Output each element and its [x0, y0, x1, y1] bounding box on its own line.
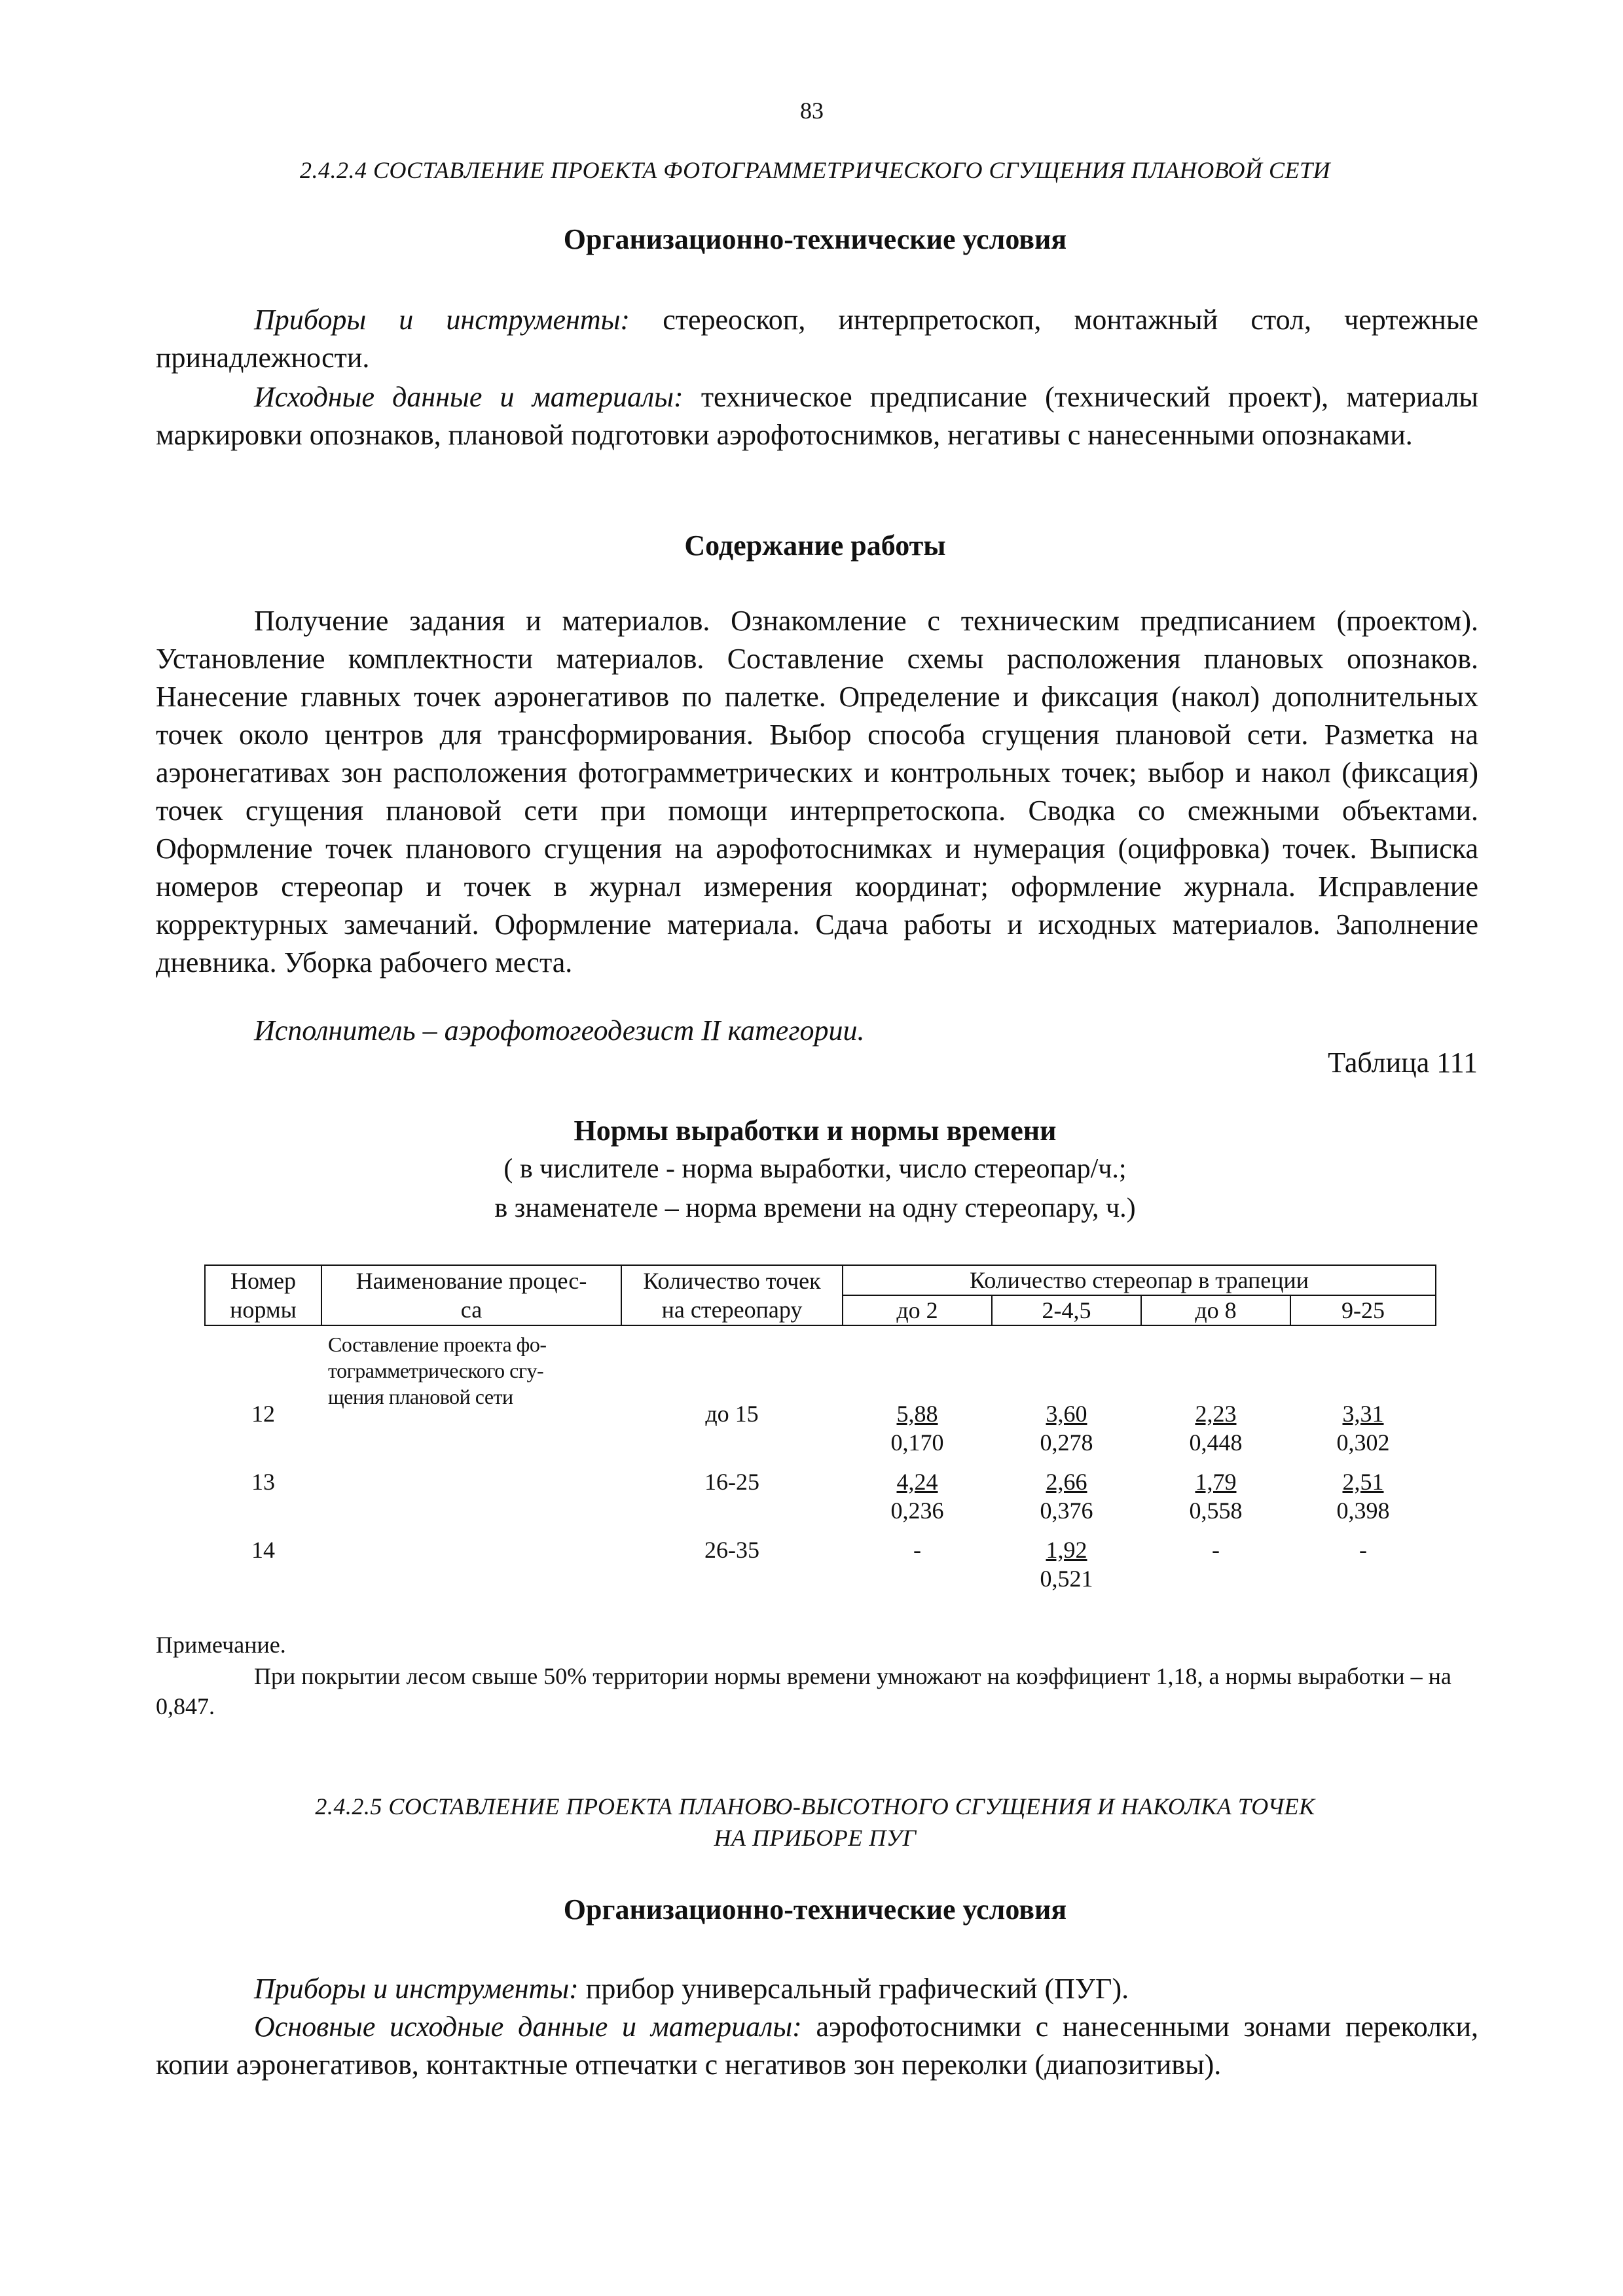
table-row: [205, 1525, 1436, 1593]
tools-paragraph-2: [156, 1970, 1478, 2008]
header-points: Количество точек на стереопару: [621, 1265, 843, 1325]
content-paragraph: [156, 602, 1478, 982]
header-process-name: Наименование процес- са: [321, 1265, 621, 1325]
value-cell: $\frac{2,66}{0,376}$: [1040, 1469, 1093, 1524]
conditions-title: Организационно-технические условия: [563, 223, 1067, 255]
norm-number: 14: [251, 1537, 275, 1563]
header-col-2: 2-4,5: [992, 1295, 1141, 1325]
note-title: Примечание.: [156, 1632, 286, 1658]
norms-table: [204, 1265, 1436, 1593]
table-label: Таблица 111: [1328, 1047, 1478, 1079]
section-heading-2-4-2-4: 2.4.2.4 СОСТАВЛЕНИЕ ПРОЕКТА ФОТОГРАММЕТРИЧЕСКОГО СГУЩЕНИЯ ПЛАНОВОЙ СЕТИ: [299, 157, 1331, 183]
header-stereopair-group: Количество стереопар в трапеции: [843, 1265, 1436, 1295]
norm-number: 12: [251, 1401, 275, 1427]
conditions-title-2: Организационно-технические условия: [563, 1893, 1067, 1926]
value-cell: $\frac{1,79}{0,558}$: [1189, 1469, 1243, 1524]
value-cell: -: [1212, 1537, 1220, 1563]
executor-text: Исполнитель – аэрофотогеодезист II категории.: [254, 1014, 865, 1047]
content-text: Получение задания и материалов. Ознакомление с техническим предписанием (проектом). Установление комплектности материалов. Составление схемы расположения плановых опознаков. Нанесение главных точек аэронегативов по палетке. Определение и фиксация (накол) дополнительных точек около центров для трансформирования. Выбор способа сгущения плановой сети. Разметка на аэронегативах зон расположения фотограмметрических и контрольных точек; выбор и накол (фиксация) точек сгущения плановой сети при помощи интерпретоскопа. Сводка со смежными объектами. Оформление точек планового сгущения на аэрофотоснимках и нумерация (оцифровка) точек. Выписка номеров стереопар и точек в журнал измерения координат; оформление журнала. Исправление корректурных замечаний. Оформление материала. Сдача работы и исходных материалов. Заполнение дневника. Уборка рабочего места.: [156, 605, 1478, 978]
value-cell: $\frac{4,24}{0,236}$: [890, 1469, 944, 1524]
points-range: 16-25: [704, 1469, 759, 1495]
table-header-row: [205, 1265, 1436, 1295]
header-col-4: 9-25: [1290, 1295, 1436, 1325]
points-range: до 15: [705, 1401, 759, 1427]
tools-text: стереоскоп, интерпретоскоп, монтажный стол, чертежные принадлежности.: [156, 304, 1478, 374]
value-cell: $\frac{5,88}{0,170}$: [890, 1401, 944, 1456]
value-cell: $\frac{3,60}{0,278}$: [1040, 1401, 1093, 1456]
tools-label: Приборы и инструменты:: [254, 304, 630, 336]
value-cell: $\frac{3,31}{0,302}$: [1336, 1401, 1390, 1456]
page-number: 83: [800, 98, 824, 124]
executor-line: [156, 1012, 1478, 1050]
tools-text-2: прибор универсальный графический (ПУГ).: [578, 1973, 1129, 2005]
content-title: Содержание работы: [684, 529, 946, 562]
value-cell: -: [913, 1537, 921, 1563]
points-range: 26-35: [704, 1537, 759, 1563]
materials-paragraph: [156, 378, 1478, 454]
value-cell: $\frac{1,92}{0,521}$: [1040, 1537, 1093, 1592]
table-title: Нормы выработки и нормы времени: [574, 1115, 1057, 1147]
table-row: [205, 1457, 1436, 1525]
section-heading-2-4-2-5: 2.4.2.5 СОСТАВЛЕНИЕ ПРОЕКТА ПЛАНОВО-ВЫСОТНОГО СГУЩЕНИЯ И НАКОЛКА ТОЧЕК НА ПРИБОРЕ ПУГ: [315, 1793, 1315, 1851]
note-text: При покрытии лесом свыше 50% территории нормы времени умножают на коэффициент 1,18, а нормы выработки – на 0,847.: [156, 1663, 1451, 1719]
materials-label-2: Основные исходные данные и материалы:: [254, 2011, 802, 2043]
materials-text: техническое предписание (технический проект), материалы маркировки опознаков, плановой подготовки аэрофотоснимков, негативы с нанесенными опознаками.: [156, 381, 1478, 451]
header-col-3: до 8: [1141, 1295, 1290, 1325]
header-norm-number: Номер нормы: [205, 1265, 321, 1325]
materials-label: Исходные данные и материалы:: [254, 381, 684, 413]
tools-paragraph: [156, 301, 1478, 377]
process-name: Составление проекта фо- тограмметрического сгу- щения плановой сети: [328, 1333, 547, 1408]
value-cell: -: [1359, 1537, 1367, 1563]
materials-paragraph-2: [156, 2008, 1478, 2084]
tools-label-2: Приборы и инструменты:: [254, 1973, 579, 2005]
materials-text-2: аэрофотоснимки с нанесенными зонами переколки, копии аэронегативов, контактные отпечатки с негативов зон переколки (диапозитивы).: [156, 2011, 1478, 2081]
value-cell: $\frac{2,51}{0,398}$: [1336, 1469, 1390, 1524]
table-subtitle-1: ( в числителе - норма выработки, число стереопар/ч.;: [503, 1154, 1127, 1184]
table-subtitle-2: в знаменателе – норма времени на одну стереопару, ч.): [494, 1193, 1136, 1223]
table-row: [205, 1325, 1436, 1457]
norm-number: 13: [251, 1469, 275, 1495]
header-col-1: до 2: [843, 1295, 992, 1325]
value-cell: $\frac{2,23}{0,448}$: [1189, 1401, 1243, 1456]
